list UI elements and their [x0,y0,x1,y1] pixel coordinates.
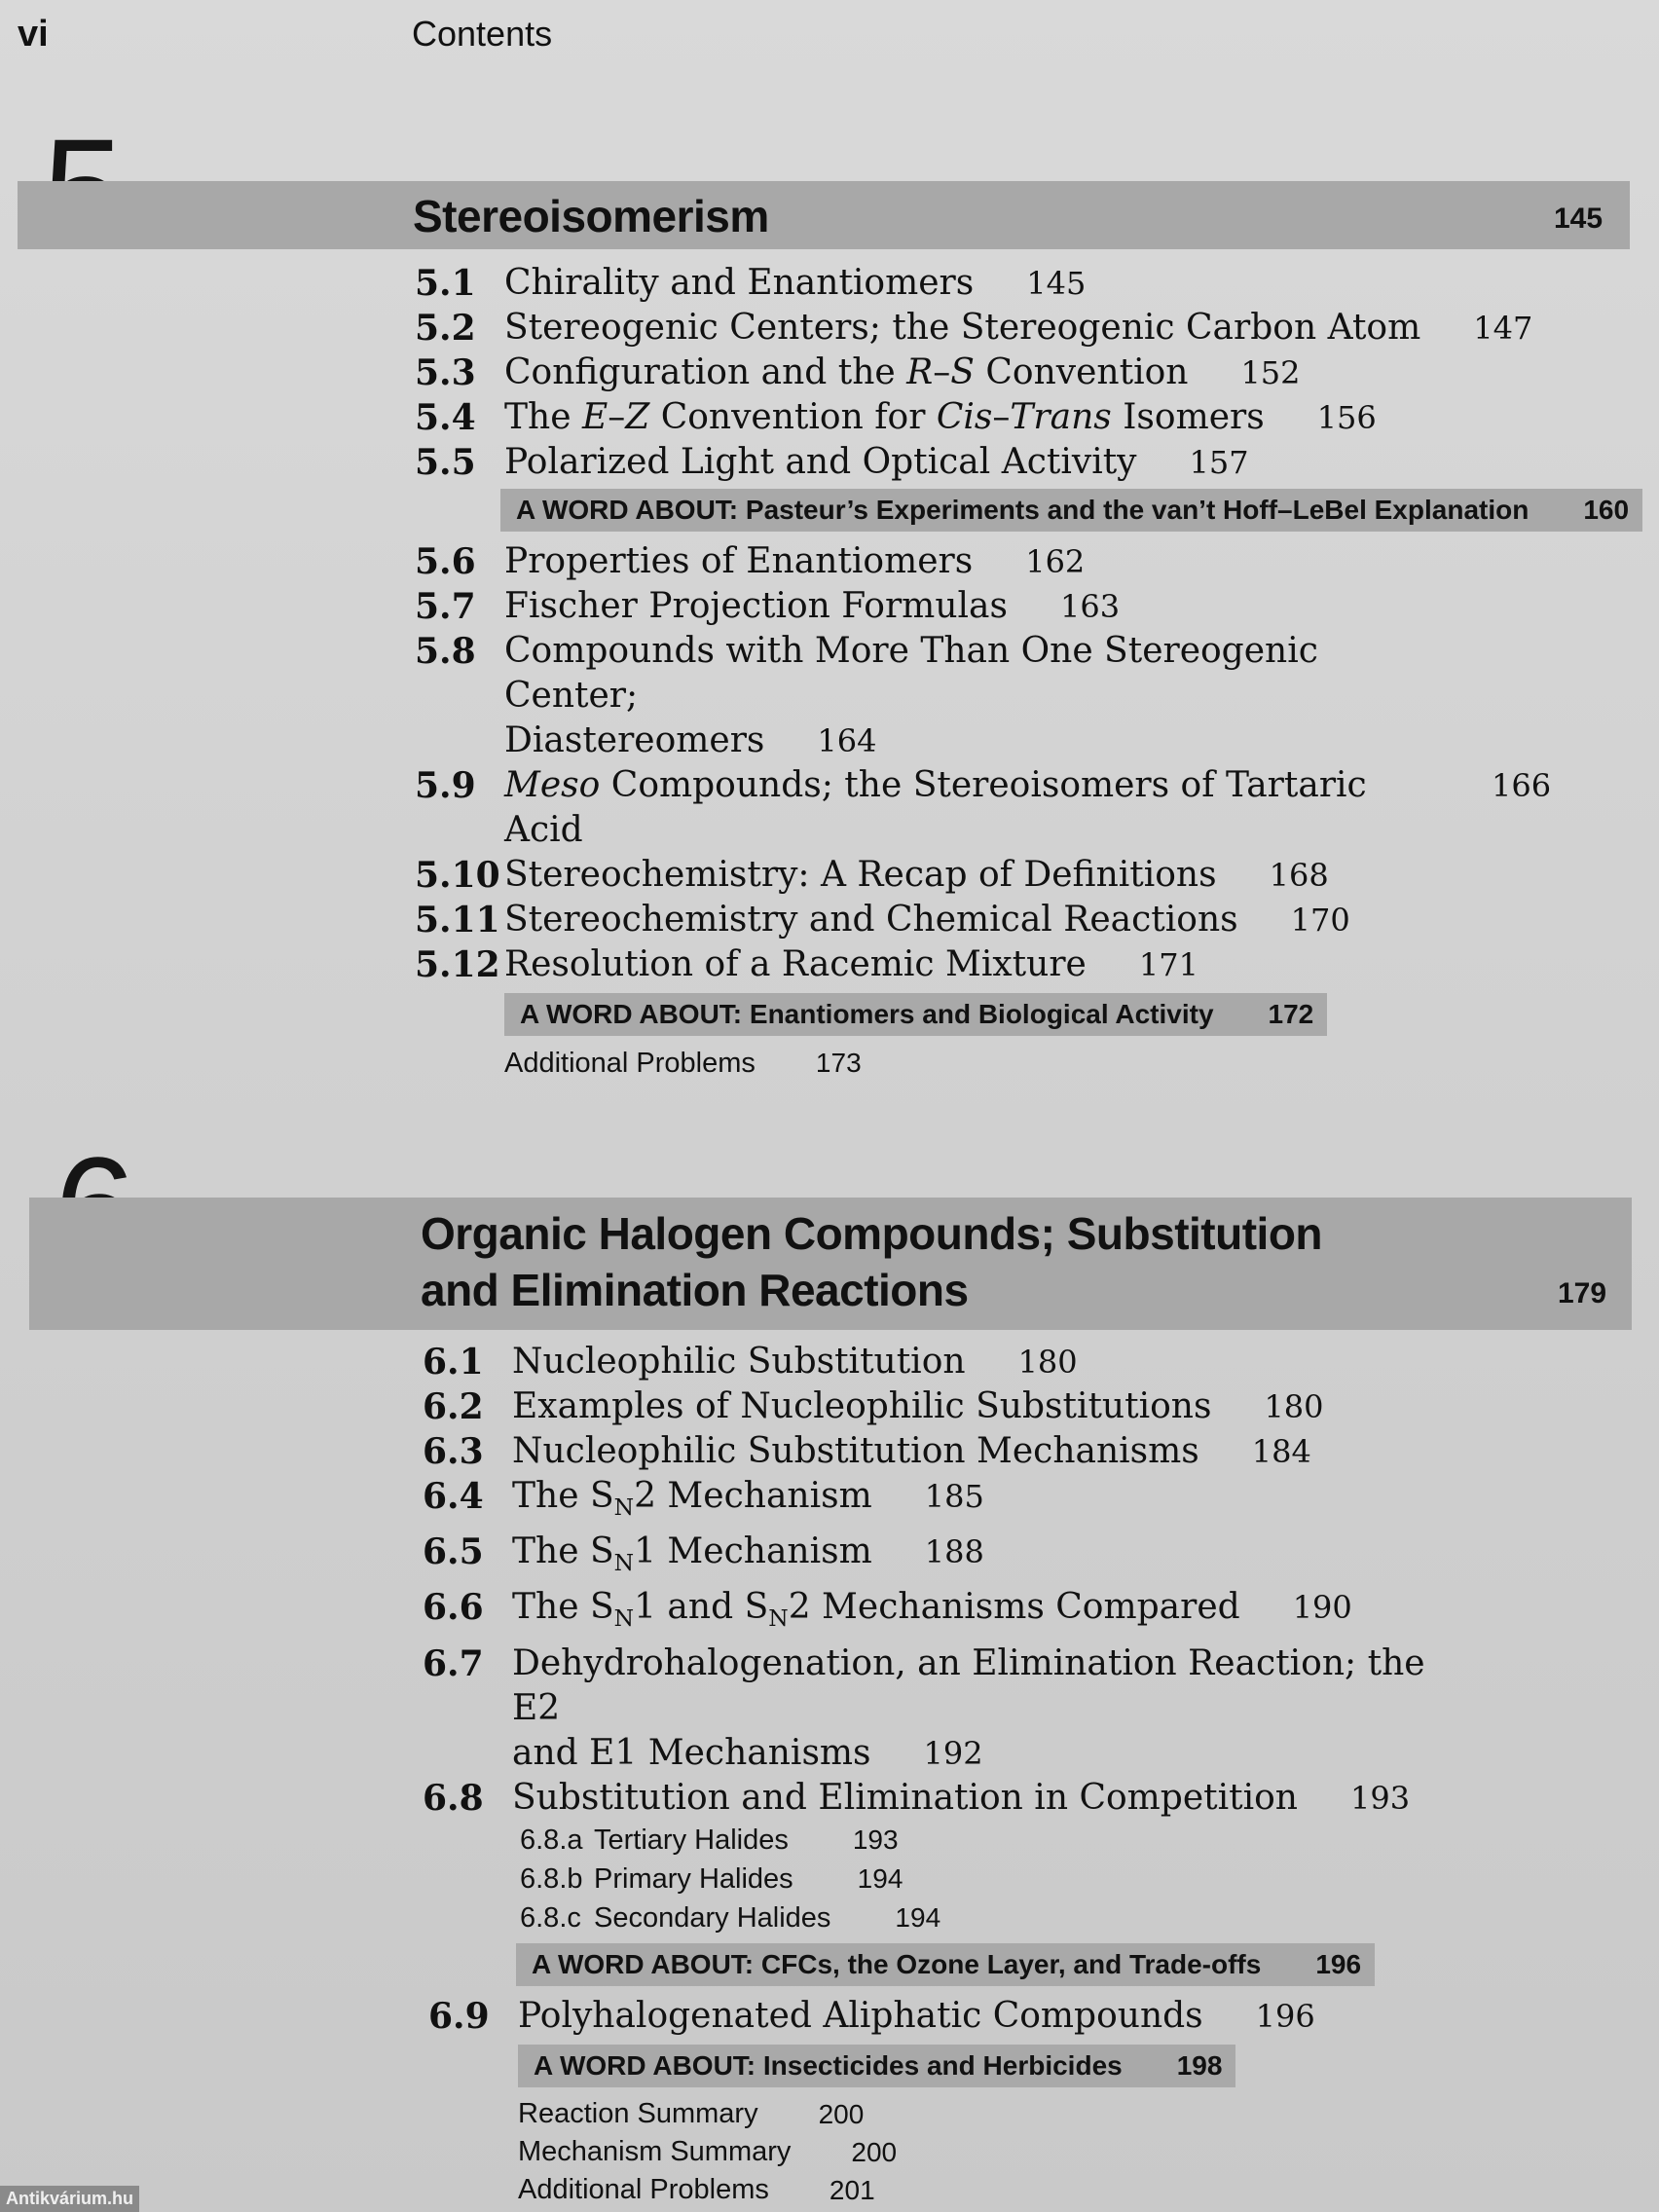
toc-entry[interactable] [415,629,1642,763]
entry-text-block: Dehydrohalogenation, an Elimination Reaction; the E2 and E1 Mechanisms 192 [512,1642,1425,1773]
chapter-title-line: Organic Halogen Compounds; Substitution [421,1208,1323,1259]
entry-number: 6.9 [428,1995,490,2037]
entry-number: 5.10 [415,855,500,896]
entry-text: Meso Compounds; the Stereoisomers of Tartaric Acid [504,765,1367,850]
entry-page: 162 [1025,543,1086,580]
box-label: A WORD ABOUT: Enantiomers and Biological Activity [520,999,1214,1029]
box-page: 160 [1583,495,1630,525]
summary-entry[interactable] [518,2171,1447,2209]
entry-page: 196 [1255,1997,1315,2035]
subentry-text: Secondary Halides [594,1901,831,1934]
toc-entry[interactable] [423,1340,1447,1384]
entry-text: Substitution and Elimination in Competition [512,1777,1298,1818]
toc-entry[interactable] [415,763,1642,853]
entry-text: Additional Problems [504,1048,756,1079]
word-about-box[interactable] [516,1943,1375,1986]
entry-text: Chirality and Enantiomers [504,263,975,303]
entry-number: 5.1 [415,263,476,304]
word-about-box[interactable] [500,489,1642,532]
toc-entry[interactable] [415,584,1642,629]
entry-number: 6.6 [423,1587,484,1629]
entry-text: Nucleophilic Substitution Mechanisms [512,1431,1199,1471]
entry-number: 5.5 [415,442,476,483]
toc-entry[interactable] [415,942,1642,987]
subentry-text: Tertiary Halides [594,1824,789,1856]
toc-entry[interactable] [415,261,1642,306]
entry-page: 190 [1292,1589,1352,1627]
entry-number: 5.7 [415,586,476,627]
entry-text: Additional Problems [518,2173,769,2205]
subentry-number: 6.8.b [520,1862,583,1895]
entry-page: 171 [1138,946,1198,983]
entry-page: 173 [815,1048,862,1078]
chapter-title-line: and Elimination Reactions [421,1265,969,1315]
toc-entry[interactable] [423,1530,1447,1585]
toc-entry[interactable] [415,539,1642,584]
chapter-title [421,1205,1322,1318]
entry-number: 5.3 [415,352,476,393]
toc-entry[interactable] [415,395,1642,440]
entry-number: 6.2 [423,1386,484,1427]
box-label: A WORD ABOUT: CFCs, the Ozone Layer, and Trade-offs [532,1948,1262,1979]
entry-page: 200 [851,2136,898,2167]
entry-text: Polyhalogenated Aliphatic Compounds [518,1995,1203,2036]
entry-number: 5.9 [415,765,476,806]
toc-entry[interactable] [415,853,1642,898]
box-page: 198 [1176,2049,1223,2081]
toc-entry[interactable] [428,1994,1447,2039]
toc-entry[interactable] [415,440,1642,485]
page-number: vi [18,14,49,55]
entry-text-block: Compounds with More Than One Stereogenic Center; Diastereomers 164 [504,631,1318,760]
entry-page: 180 [1017,1344,1078,1381]
entry-number: 5.2 [415,308,476,349]
entry-number: 6.3 [423,1431,484,1472]
additional-problems[interactable] [504,1044,1642,1083]
word-about-box[interactable] [504,993,1327,1036]
watermark: Antikvárium.hu [0,2186,139,2212]
running-header: Contents [412,14,553,54]
entry-text: Polarized Light and Optical Activity [504,442,1137,482]
box-page: 172 [1268,999,1314,1029]
entry-page: 163 [1059,588,1121,625]
entry-page: 157 [1189,444,1249,481]
summary-entry[interactable] [518,2095,1447,2133]
subentry-page: 194 [895,1901,941,1933]
entry-text: Resolution of a Racemic Mixture [504,944,1087,984]
entry-text: The $S_N2$ Mechanism [512,1476,872,1522]
entry-page: 185 [924,1478,984,1515]
entry-page: 164 [817,722,877,759]
toc-entry[interactable] [415,350,1642,395]
bleed-through-text [419,117,429,157]
entry-text: Stereogenic Centers; the Stereogenic Carbon Atom [504,308,1421,348]
entry-page: 166 [1492,767,1552,804]
entry-text: Configuration and the R–S Convention [504,352,1189,392]
toc-entry[interactable] [423,1776,1447,1821]
entry-text: Stereochemistry and Chemical Reactions [504,900,1238,940]
entry-text: The $S_N1$ and $S_N2$ Mechanisms Compared [512,1587,1240,1633]
entry-number: 6.7 [423,1642,484,1684]
entry-text: Stereochemistry: A Recap of Definitions [504,855,1217,895]
entry-number: 6.1 [423,1342,484,1382]
entry-number: 5.4 [415,397,476,438]
entry-text: Fischer Projection Formulas [504,586,1008,626]
chapter-banner [18,181,1630,249]
entry-page: 201 [829,2174,875,2205]
word-about-box[interactable] [518,2045,1235,2087]
box-page: 196 [1315,1948,1362,1979]
entry-text: Reaction Summary [518,2097,758,2129]
entry-page: 152 [1240,354,1301,391]
subentry-page: 194 [857,1862,903,1894]
toc-subentry[interactable] [520,1860,1447,1899]
entry-number: 5.12 [415,944,500,985]
entry-number: 6.8 [423,1777,484,1819]
box-label: A WORD ABOUT: Insecticides and Herbicides [534,2049,1123,2081]
toc-entry[interactable] [415,898,1642,942]
toc-entry[interactable] [423,1641,1447,1776]
chapter-title: Stereoisomerism [413,191,769,241]
entry-page: 200 [818,2098,865,2129]
entry-page: 188 [924,1533,984,1571]
toc-entry[interactable] [423,1429,1447,1474]
entry-page: 168 [1269,857,1329,894]
entry-page: 180 [1264,1388,1324,1425]
entry-number: 5.6 [415,541,476,582]
toc-subentry[interactable] [520,1821,1447,1860]
entry-text: Mechanism Summary [518,2135,792,2167]
entry-page: 156 [1316,399,1377,436]
entry-text: The E–Z Convention for Cis–Trans Isomers [504,397,1265,437]
toc-entry[interactable] [423,1384,1447,1429]
entry-page: 193 [1349,1779,1411,1817]
entry-number: 6.5 [423,1531,484,1573]
toc-entry[interactable] [423,1585,1447,1641]
entry-page: 145 [1026,265,1087,302]
entry-page: 192 [923,1734,983,1772]
entry-text: The $S_N1$ Mechanism [512,1531,872,1577]
toc-entry[interactable] [423,1474,1447,1530]
subentry-text: Primary Halides [594,1862,793,1895]
entry-text: Examples of Nucleophilic Substitutions [512,1386,1212,1426]
entry-number: 5.8 [415,631,476,672]
entry-text: Properties of Enantiomers [504,541,974,581]
subentry-number: 6.8.a [520,1824,583,1856]
entry-text: Nucleophilic Substitution [512,1342,966,1382]
chapter6-contents [423,1340,1447,2209]
entry-page: 184 [1251,1433,1311,1470]
subentry-page: 193 [852,1824,899,1855]
chapter5-contents [415,261,1642,1083]
subentry-number: 6.8.c [520,1901,581,1934]
entry-page: 170 [1290,902,1350,939]
box-label: A WORD ABOUT: Pasteur’s Experiments and the van’t Hoff–LeBel Explanation [516,495,1530,525]
toc-subentry[interactable] [520,1899,1447,1937]
entry-page: 147 [1473,310,1533,347]
chapter-page: 179 [1558,1277,1607,1309]
chapter-page: 145 [1554,203,1604,235]
entry-number: 6.4 [423,1476,484,1517]
entry-number: 5.11 [415,900,500,940]
summary-entry[interactable] [518,2133,1447,2171]
toc-entry[interactable] [415,306,1642,350]
